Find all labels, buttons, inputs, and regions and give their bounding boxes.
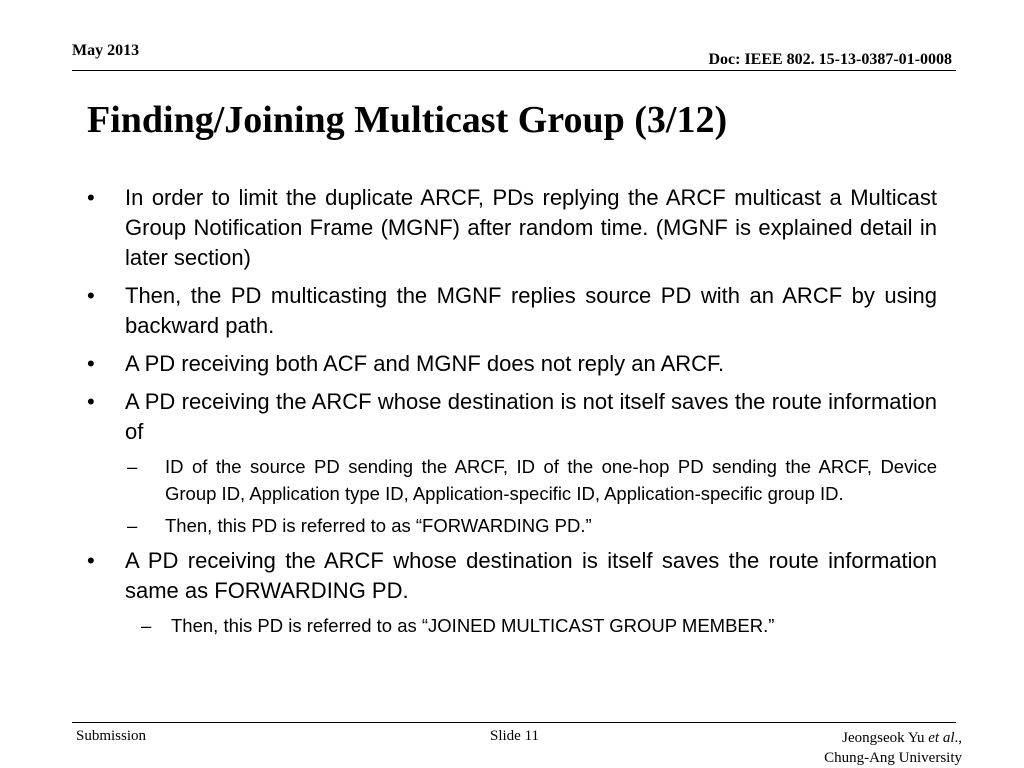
bullet-marker: •: [87, 185, 95, 210]
sub-bullet-item: [87, 612, 937, 639]
footer-divider: [72, 722, 956, 723]
bullet-text: A PD receiving the ARCF whose destination is not itself saves the route information of: [125, 389, 937, 444]
sub-bullet-marker: –: [141, 615, 152, 636]
bullet-marker: •: [87, 351, 95, 376]
sub-bullet-text: ID of the source PD sending the ARCF, ID of the one-hop PD sending the ARCF, Device Group ID, Application type ID, Application-specific ID, Application-specific group ID.: [165, 456, 937, 504]
footer-affiliation: Chung-Ang University: [824, 750, 962, 766]
sub-bullet-item: [87, 453, 937, 507]
bullet-text: A PD receiving both ACF and MGNF does not reply an ARCF.: [125, 351, 725, 376]
footer-author-name: Jeongseok Yu: [842, 730, 929, 746]
sub-bullet-marker: –: [127, 456, 138, 477]
footer-submission: Submission: [76, 728, 147, 744]
bullet-item: [87, 387, 937, 447]
bullet-marker: •: [87, 389, 95, 414]
bullet-item: [87, 281, 937, 341]
bullet-item: [87, 546, 937, 606]
footer-author-etal: et al: [928, 730, 955, 746]
sub-bullet-marker: –: [127, 515, 138, 536]
sub-bullet-text: Then, this PD is referred to as “JOINED MULTICAST GROUP MEMBER.”: [171, 615, 775, 636]
bullet-marker: •: [87, 548, 95, 573]
footer-author-suffix: .,: [954, 730, 962, 746]
bullet-text: A PD receiving the ARCF whose destination is itself saves the route information same as FORWARDING PD.: [125, 548, 937, 603]
slide-title: Finding/Joining Multicast Group (3/12): [87, 99, 728, 141]
footer-author: [824, 728, 962, 748]
bullet-text: Then, the PD multicasting the MGNF replies source PD with an ARCF by using backward path.: [125, 283, 937, 338]
bullet-item: [87, 183, 937, 273]
bullet-text: In order to limit the duplicate ARCF, PDs replying the ARCF multicast a Multicast Group Notification Frame (MGNF) after random time. (MGNF is explained detail in later section): [125, 185, 937, 270]
bullet-marker: •: [87, 283, 95, 308]
header-document-id: Doc: IEEE 802. 15-13-0387-01-0008: [708, 51, 952, 68]
bullet-item: [87, 349, 937, 379]
footer-author-block: [824, 728, 962, 768]
sub-bullet-text: Then, this PD is referred to as “FORWARDING PD.”: [165, 515, 592, 536]
header-date: May 2013: [72, 42, 140, 59]
footer-slide-number: Slide 11: [490, 728, 540, 744]
slide-body: [87, 183, 937, 646]
header-divider: [72, 70, 956, 71]
sub-bullet-item: [87, 512, 937, 539]
